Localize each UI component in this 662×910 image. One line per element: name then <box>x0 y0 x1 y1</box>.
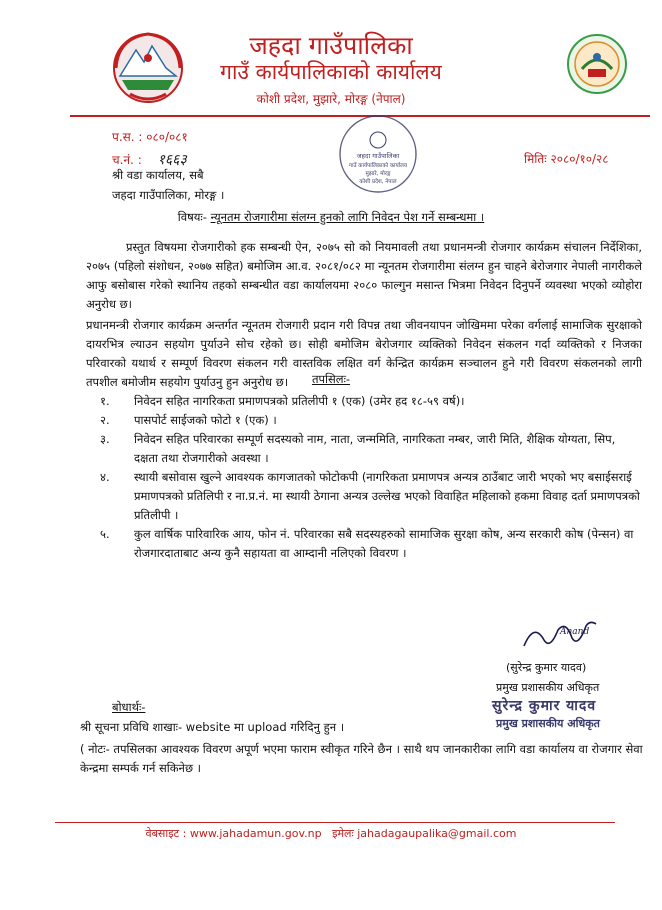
list-item-number: १. <box>100 394 110 408</box>
list-item-number: ४. <box>100 470 110 484</box>
website-link[interactable]: www.jahadamun.gov.np <box>189 827 322 840</box>
list-heading: तपसिलः- <box>311 372 351 386</box>
list-item-text: कुल वार्षिक पारिवारिक आय, फोन नं. परिवारका सबै सदस्यहरुको सामाजिक सुरक्षा कोष, अन्य सरकारी कोष (पेन्सन) वा रोजगारदाताबाट अन्य कुनै सहायता वा आम्दानी नलिएको विवरण । <box>134 527 634 560</box>
ps-number-row <box>112 128 188 145</box>
list-item-text: पासपोर्ट साईजको फोटो १ (एक) । <box>134 413 277 427</box>
signatory-name: (सुरेन्द्र कुमार यादव) <box>506 661 587 674</box>
date-value: २०८०/१०/२८ <box>550 152 609 166</box>
list-item <box>100 430 642 468</box>
footer-divider <box>55 822 615 823</box>
signature-scribble <box>520 616 600 656</box>
list-item-number: ५. <box>100 527 110 541</box>
body-paragraph-2: प्रधानमन्त्री रोजगार कार्यक्रम अन्तर्गत न्यूनतम रोजगारी प्रदान गरी विपन्न तथा जीवनयापन जोखिममा परेका वर्गलाई सामाजिक सुरक्षाको दायरभित्र ल्याउन सहयोग पुर्याउने सोच रहेको छ। सोही बमोजिम बेरोजगार व्यक्तिको निवेदन संकलन गर्दा व्यक्तिको र निजका परिवारको यथार्थ र सम्पूर्ण विवरण संकलन गरी वास्तविक लक्षित वर्ग केन्द्रित कार्यक्रम सञ्चालन हुने गरी विवरण संकलनको लागी तपशील बमोजीम सहयोग पुर्याउनु हुन अनुरोध छ। <box>86 318 642 389</box>
addressee-line-1: श्री वडा कार्यालय, सबै <box>112 168 204 182</box>
subject-line <box>0 210 662 225</box>
list-item-text: स्थायी बसोवास खुल्ने आवश्यक कागजातको फोटोकपी (नागरिकता प्रमाणपत्र अन्यत्र ठाउँबाट जारी भएको भए बसाईसराई प्रमाणपत्रको प्रतिलिपी र ना.प्र.नं. मा स्थायी ठेगाना अन्यत्र उल्लेख भएको विवाहित महिलाको हकमा विवाह दर्ता प्रमाणपत्रको प्रतिलीपी । <box>134 470 640 522</box>
list-item <box>100 392 642 411</box>
name-stamp: सुरेन्द्र कुमार यादव <box>492 698 597 714</box>
title-stamp: प्रमुख प्रशासकीय अधिकृत <box>496 717 600 730</box>
subject-text: न्यूनतम रोजगारीमा संलग्न हुनको लागि निवेदन पेश गर्ने सम्बन्धमा । <box>210 210 485 224</box>
list-item-text: निवेदन सहित नागरिकता प्रमाणपत्रको प्रतिलीपी १ (एक) (उमेर हद १८-५९ वर्ष)। <box>134 394 465 408</box>
footer-contact <box>0 826 662 841</box>
ps-label: प.स. : <box>112 130 143 144</box>
signature-text: Anand <box>560 627 590 637</box>
office-subtitle: गाउँ कार्यपालिकाको कार्यालय <box>220 60 442 84</box>
office-stamp <box>336 112 420 196</box>
requirements-list <box>100 392 642 563</box>
cn-value: १६६३ <box>157 152 187 168</box>
email-label: इमेलः <box>332 827 354 840</box>
list-item-number: २. <box>100 413 110 427</box>
date-row <box>524 150 609 167</box>
date-label: मितिः <box>524 152 547 166</box>
list-item <box>100 411 642 430</box>
cc-heading: बोधार्थः- <box>112 700 146 714</box>
cc-line: श्री सूचना प्रविधि शाखाः- website मा upload गरिदिनु हुन । <box>80 720 345 734</box>
cn-number-row <box>112 150 187 169</box>
office-address: कोशी प्रदेश, मुझारे, मोरङ्ग (नेपाल) <box>256 92 406 106</box>
list-item <box>100 468 642 525</box>
list-item <box>100 525 642 563</box>
body-paragraph-1: प्रस्तुत विषयमा रोजगारीको हक सम्बन्धी ऐन, २०७५ सो को नियमावली तथा प्रधानमन्त्री रोजगार कार्यक्रम संचालन निर्देशिका, २०७५ (पहिलो संशोधन, २०७७ सहित) बमोजिम आ.व. २०८१/०८२ मा न्यूनतम रोजगारीमा संलग्न हुन चाहने बेरोजगार नेपाली नागरीकले आफु बसोबास गरेको स्थानिय तहको सम्बन्धीत वडा कार्यालयमा २०८० फाल्गुन मसान्त भित्रमा निवेदन दिनुपर्ने व्यवस्था भएको व्योहोरा अनुरोध छ। <box>86 240 642 311</box>
signatory-title: प्रमुख प्रशासकीय अधिकृत <box>496 681 600 694</box>
cn-label: च.नं. : <box>112 153 142 167</box>
stamp-line-2: गाउँ कार्यपालिकाको कार्यालय <box>348 163 408 169</box>
stamp-line-1: जहदा गाउँपालिका <box>356 152 400 160</box>
note-paragraph: ( नोटः- तपसिलका आवश्यक विवरण अपूर्ण भएमा फाराम स्वीकृत गरिने छैन । साथै थप जानकारीका लागि वडा कार्यालय वा रोजगार सेवा केन्द्रमा सम्पर्क गर्न सकिनेछ । <box>80 742 643 775</box>
stamp-line-3: मुझारे, मोरङ्ग <box>365 171 391 177</box>
list-item-text: निवेदन सहित परिवारका सम्पूर्ण सदस्यको नाम, नाता, जन्ममिति, नागरिकता नम्बर, जारी मिति, शैक्षिक योग्यता, सिप, दक्षता तथा रोजगारीको अवस्था । <box>134 432 616 465</box>
office-title: जहदा गाउँपालिका <box>249 31 413 60</box>
email-link[interactable]: jahadagaupalika@gmail.com <box>357 827 517 840</box>
stamp-line-4: कोशी प्रदेश, नेपाल <box>359 179 397 185</box>
list-item-number: ३. <box>100 432 110 446</box>
ps-value: ०८०/०८१ <box>146 130 188 144</box>
website-label: वेबसाइट : <box>145 827 187 840</box>
subject-label: विषयः- <box>177 210 207 224</box>
addressee-line-2: जहदा गाउँपालिका, मोरङ्ग । <box>112 188 225 202</box>
